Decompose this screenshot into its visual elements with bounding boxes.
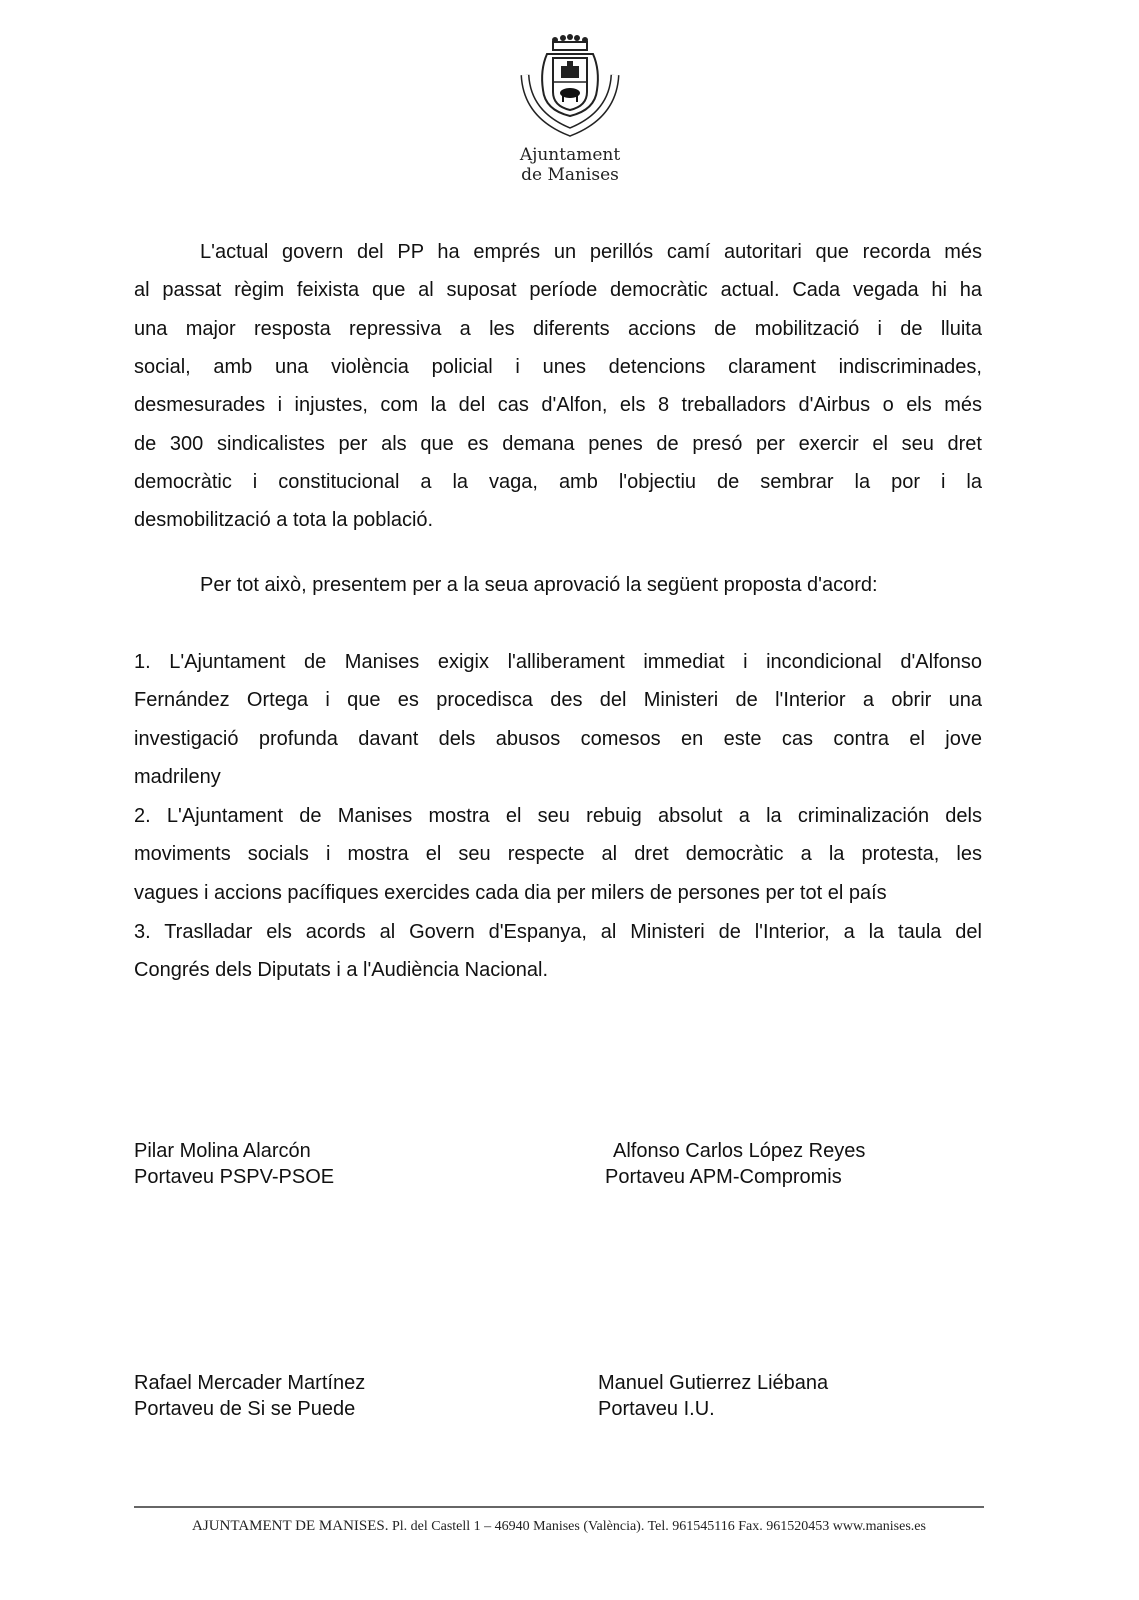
agreement-line: Fernández Ortega i que es procedisca des del Ministeri de l'Interior a obrir una xyxy=(134,689,982,711)
footer-address: Pl. del Castell 1 – 46940 Manises (València). Tel. 961545116 Fax. 961520453 www.manises.es xyxy=(392,1519,926,1534)
footer-org: AJUNTAMENT DE MANISES. xyxy=(192,1518,389,1534)
footer xyxy=(134,1518,984,1535)
paragraph-line: desmesurades i injustes, com la del cas d'Alfon, els 8 treballadors d'Airbus o els més xyxy=(134,394,982,416)
coat-of-arms-icon xyxy=(515,30,625,140)
signature-block xyxy=(605,1138,865,1190)
signatory-role: Portaveu I.U. xyxy=(598,1398,715,1420)
agreement-line: moviments socials i mostra el seu respecte al dret democràtic a la protesta, les xyxy=(134,843,982,865)
signature-block xyxy=(598,1370,828,1422)
org-name-line1: Ajuntament xyxy=(519,145,621,165)
agreement-line: Congrés dels Diputats i a l'Audiència Nacional. xyxy=(134,959,549,981)
agreement-line: investigació profunda davant dels abusos comesos en este cas contra el jove xyxy=(134,728,982,750)
signatory-name: Alfonso Carlos López Reyes xyxy=(613,1140,866,1162)
agreement-line: madrileny xyxy=(134,766,221,788)
signature-block xyxy=(134,1138,334,1190)
paragraph-line: al passat règim feixista que al suposat període democràtic actual. Cada vegada hi ha xyxy=(134,279,982,301)
paragraph-line: social, amb una violència policial i unes detencions clarament indiscriminades, xyxy=(134,356,982,378)
signatory-role: Portaveu de Si se Puede xyxy=(134,1398,356,1420)
agreement-line: vagues i accions pacífiques exercides cada dia per milers de persones per tot el país xyxy=(134,882,887,904)
org-name-line2: de Manises xyxy=(521,165,619,185)
signatory-name: Manuel Gutierrez Liébana xyxy=(598,1372,829,1394)
paragraph-line: democràtic i constitucional a la vaga, amb l'objectiu de sembrar la por i la xyxy=(134,471,982,493)
signature-block xyxy=(134,1370,365,1422)
signatory-name: Rafael Mercader Martínez xyxy=(134,1372,366,1394)
agreement-line: 2. L'Ajuntament de Manises mostra el seu rebuig absolut a la criminalización dels xyxy=(134,805,982,827)
agreement-line: 1. L'Ajuntament de Manises exigix l'alliberament immediat i incondicional d'Alfonso xyxy=(134,651,982,673)
footer-divider xyxy=(134,1506,984,1508)
signatory-role: Portaveu APM-Compromis xyxy=(605,1166,842,1188)
paragraph-line: L'actual govern del PP ha emprés un perillós camí autoritari que recorda més xyxy=(200,241,982,263)
signatory-name: Pilar Molina Alarcón xyxy=(134,1140,311,1162)
paragraph-line: una major resposta repressiva a les diferents accions de mobilització i de lluita xyxy=(134,318,982,340)
signatory-role: Portaveu PSPV-PSOE xyxy=(134,1166,335,1188)
municipal-logo xyxy=(500,30,640,185)
paragraph-line: de 300 sindicalistes per als que es demana penes de presó per exercir el seu dret xyxy=(134,433,982,455)
agreement-line: 3. Traslladar els acords al Govern d'Espanya, al Ministeri de l'Interior, a la taula del xyxy=(134,921,982,943)
proposal-intro: Per tot això, presentem per a la seua aprovació la següent proposta d'acord: xyxy=(200,574,878,596)
paragraph-line: desmobilització a tota la població. xyxy=(134,509,434,531)
